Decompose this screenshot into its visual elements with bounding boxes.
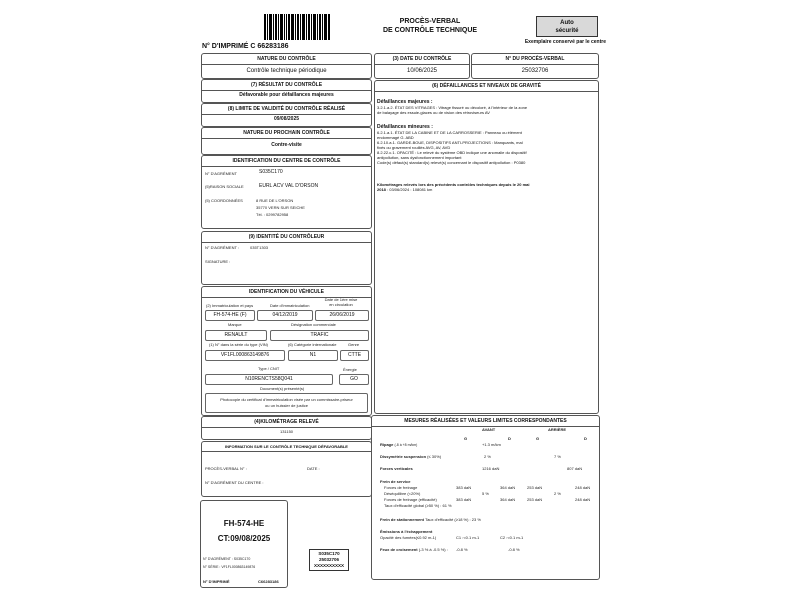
center-agrement-label: N° D'AGRÉMENT xyxy=(205,171,237,176)
minor-title: Défaillances mineures : xyxy=(377,124,433,130)
ar-g-label: G xyxy=(536,436,540,441)
center-header: IDENTIFICATION DU CENTRE DE CONTRÔLE xyxy=(202,156,371,167)
ticket-plate: FH-574-HE xyxy=(223,519,265,528)
measures-box xyxy=(371,415,600,580)
opacite-label: Opacité des fumées(≤0.92 m-1) xyxy=(380,535,437,540)
result-value: Défavorable pour défaillances majeures xyxy=(239,92,334,98)
center-phone: Tél. : 0299782958 xyxy=(256,212,289,217)
forces-eff-label: Forces de freinage (efficacité) xyxy=(384,497,437,502)
defects-header: (6) DÉFAILLANCES ET NIVEAUX DE GRAVITÉ xyxy=(375,81,598,92)
print-number: N° D'IMPRIMÉ C 66283186 xyxy=(202,43,289,50)
km-value: 131150 xyxy=(279,429,294,434)
fe-av-d: 364 daN xyxy=(500,497,516,502)
forces-freinage-label: Forces de freinage xyxy=(384,485,418,490)
nature-value: Contrôle technique périodique xyxy=(246,68,327,74)
center-address-1: 8 RUE DE L'ORSON xyxy=(256,198,294,203)
defects-box xyxy=(374,80,599,414)
frein-service-label: Frein de service xyxy=(380,479,411,484)
ff-av-d: 364 daN xyxy=(500,485,516,490)
result-header: (7) RÉSULTAT DU CONTRÔLE xyxy=(202,80,371,91)
ticket-imprime-label: N° D'IMPRIMÉ xyxy=(203,579,230,584)
first-circ-label: Date de 1ère mise en circulation xyxy=(324,297,358,307)
info-header: INFORMATION SUR LE CONTRÔLE TECHNIQUE DÉFAVORABLE xyxy=(202,442,371,452)
date-header: (3) DATE DU CONTRÔLE xyxy=(375,54,469,65)
opacite-c2: C2 :<0.1 m-1 xyxy=(500,535,524,540)
vin-label: (1) N° dans la série du type (VIN) xyxy=(209,342,268,347)
copy-note: Exemplaire conservé par le centre xyxy=(524,39,606,45)
pv-number-header: N° DU PROCÈS-VERBAL xyxy=(472,54,598,65)
docs-line-2: ou un huissier de justice xyxy=(265,403,308,408)
desequilibre-label: Déséquilibre (<20%) xyxy=(384,491,421,496)
ticket-imprime-value: C66283186 xyxy=(258,579,279,584)
ripage-value: +1.3 m/km xyxy=(482,442,501,447)
forces-vert-av: 1216 daN xyxy=(482,466,500,471)
document-title xyxy=(355,17,505,35)
controller-header: (9) IDENTITÉ DU CONTRÔLEUR xyxy=(202,232,371,243)
vehicle-type-badge: Auto sécurité xyxy=(536,16,598,37)
ff-av-g: 383 daN xyxy=(456,485,472,490)
next-control-header: NATURE DU PROCHAIN CONTRÔLE xyxy=(202,128,371,139)
genre-label: Genre xyxy=(348,342,360,347)
pv-number-value: 25032706 xyxy=(521,68,549,74)
emissions-label: Émissions à l'échappement xyxy=(380,529,433,534)
nature-box xyxy=(201,53,372,79)
ff-ar-g: 253 daN xyxy=(527,485,543,490)
opacite-c1: C1 :<0.1 m-1 xyxy=(456,535,480,540)
av-g-label: G xyxy=(464,436,468,441)
controller-box xyxy=(201,231,372,285)
ff-ar-d: 248 daN xyxy=(575,485,591,490)
info-date-label: DATE : xyxy=(307,466,320,471)
imm-label: (2) Immatriculation et pays xyxy=(206,303,254,308)
deseq-ar: 2 % xyxy=(554,491,561,496)
info-box xyxy=(201,441,372,497)
next-control-box xyxy=(201,127,372,155)
av-d-label: D xyxy=(508,436,511,441)
info-agrement-label: N° D'AGRÉMENT DU CENTRE : xyxy=(205,480,264,485)
center-coord-label: (5) COORDONNÉES xyxy=(205,198,243,203)
title-line-1: PROCÈS-VERBAL xyxy=(399,18,461,25)
dissym-ar: 7 % xyxy=(554,454,561,459)
validity-header: (8) LIMITE DE VALIDITÉ DU CONTRÔLE RÉALISÉ xyxy=(202,104,371,115)
ticket-agrement: N° D'AGRÉMENT : S035C170 xyxy=(203,557,251,561)
avant-label: AVANT xyxy=(482,427,496,432)
barcode-graphic xyxy=(264,14,330,40)
ar-d-label: D xyxy=(584,436,587,441)
km-header: (4)KILOMÉTRAGE RELEVÉ xyxy=(202,417,371,428)
validity-value: 09/08/2025 xyxy=(273,116,300,122)
forces-vert-label: Forces verticales xyxy=(380,466,413,471)
fe-ar-g: 253 daN xyxy=(527,497,543,502)
center-agrement-value: S035C170 xyxy=(259,169,283,175)
ripage-row: Ripage (-8 à +8 m/km) xyxy=(380,442,418,447)
fe-av-g: 383 daN xyxy=(456,497,472,502)
marque-label: Marque xyxy=(228,322,242,327)
ticket-serie: N° SÉRIE : VF1FL000863149876 xyxy=(203,565,256,569)
previous-km: Kilométrages relevés lors des précédents contrôles techniques depuis le 20 mai 2018 : 03/06/2024 : 108081 km xyxy=(377,182,530,192)
result-box xyxy=(201,79,372,103)
validity-box xyxy=(201,103,372,127)
docs-label: Document(s) présenté(s) xyxy=(260,386,305,391)
km-box xyxy=(201,416,372,440)
croisement-1: -0.8 % xyxy=(456,547,468,552)
dissym-av: 2 % xyxy=(484,454,491,459)
cat-label: (6) Catégorie internationale xyxy=(288,342,337,347)
date-imm-label: Date d'immatriculation xyxy=(270,303,310,308)
first-circ-value: 26/06/2019 xyxy=(315,310,369,321)
vehicle-header: IDENTIFICATION DU VÉHICULE xyxy=(202,287,371,298)
date-value: 10/06/2025 xyxy=(406,68,438,74)
title-line-2: DE CONTRÔLE TECHNIQUE xyxy=(382,27,478,34)
major-title: Défaillances majeures : xyxy=(377,99,433,105)
stationnement-row: Frein de stationnement Taux d'efficacité (≥18 %) : 23 % xyxy=(380,517,481,522)
taux-global: Taux d'efficacité global (≥50 %) : 61 % xyxy=(384,503,452,508)
ticket-ct-date: CT:09/08/2025 xyxy=(217,534,271,543)
genre-value: CTTE xyxy=(340,350,369,361)
controller-agrement-value: 035T1303 xyxy=(250,245,269,250)
minor-defects: 6.2.1.a.1. ÉTAT DE LA CABINE ET DE LA CARROSSERIE : Panneau ou élément endommagé G. ABD 6.2.10.a.1. GARDE-BOUE, DISPOSITIFS ANTI-PROJECTIONS : Manquants, mal fixés ou gravement rouillés AVG, AV, AVD 8.2.22.c.1. OPACITÉ : Le relevé du système OBD indique une anomalie du dispositif antipollution, sans dysfonctionnement important Code(s) défaut(s) standard(s) relevé(s) concernant le dispositif antipollution : P0380 xyxy=(377,130,527,165)
pv-number-box xyxy=(471,53,599,79)
stamp: S035C170 25032706 XXXXXXXXXX xyxy=(309,549,349,571)
forces-vert-ar: 807 daN xyxy=(567,466,583,471)
controller-signature-label: SIGNATURE : xyxy=(205,259,231,264)
arriere-label: ARRIÈRE xyxy=(548,427,567,432)
center-raison-value: EURL ACV VAL D'ORSON xyxy=(259,183,319,189)
nature-header: NATURE DU CONTRÔLE xyxy=(202,54,371,65)
docs-box xyxy=(205,393,368,413)
date-box xyxy=(374,53,470,79)
barcode xyxy=(264,14,330,40)
energie-value: GO xyxy=(339,374,369,385)
dissym-row: Dissymétrie suspension (≤ 30%) xyxy=(380,454,442,459)
fe-ar-d: 248 daN xyxy=(575,497,591,502)
major-defects: 3.2.1.a.2. ÉTAT DES VITRAGES : Vitrage fissuré ou décoloré, à l'intérieur de la zone de balayage des essuie-glaces ou de vision des rétroviseurs AV xyxy=(377,105,528,115)
center-address-2: 35770 VERN SUR SEICHE xyxy=(256,205,305,210)
info-pv-label: PROCÈS-VERBAL N° : xyxy=(205,466,247,471)
controller-agrement-label: N° D'AGRÉMENT : xyxy=(205,245,240,250)
center-box xyxy=(201,155,372,229)
energie-label: Énergie xyxy=(343,367,357,372)
type-label: Type / CNIT xyxy=(258,366,280,371)
cat-value: N1 xyxy=(288,350,338,361)
date-imm-value: 04/12/2019 xyxy=(257,310,313,321)
next-control-value: Contre-visite xyxy=(271,142,302,148)
vin-value: VF1FL000863149876 xyxy=(205,350,285,361)
commercial-label: Désignation commerciale xyxy=(291,322,336,327)
docs-line-1: Photocopie du certificat d'immatriculation visée par un commissaire-priseur xyxy=(220,397,353,402)
type-value: N10RENCTS58Q041 xyxy=(205,374,333,385)
commercial-value: TRAFIC xyxy=(270,330,369,341)
croisement-2: -0.8 % xyxy=(508,547,520,552)
ticket-box xyxy=(200,500,288,588)
center-raison-label: (5)RAISON SOCIALE xyxy=(205,184,244,189)
marque-value: RENAULT xyxy=(205,330,267,341)
imm-value: FH-574-HE (F) xyxy=(205,310,255,321)
deseq-av: 5 % xyxy=(482,491,489,496)
measures-header: MESURES RÉALISÉES ET VALEURS LIMITES CORRESPONDANTES xyxy=(372,416,599,427)
croisement-row: Feux de croisement (-3 % à -0.5 %) : xyxy=(380,547,448,552)
vehicle-box xyxy=(201,286,372,416)
